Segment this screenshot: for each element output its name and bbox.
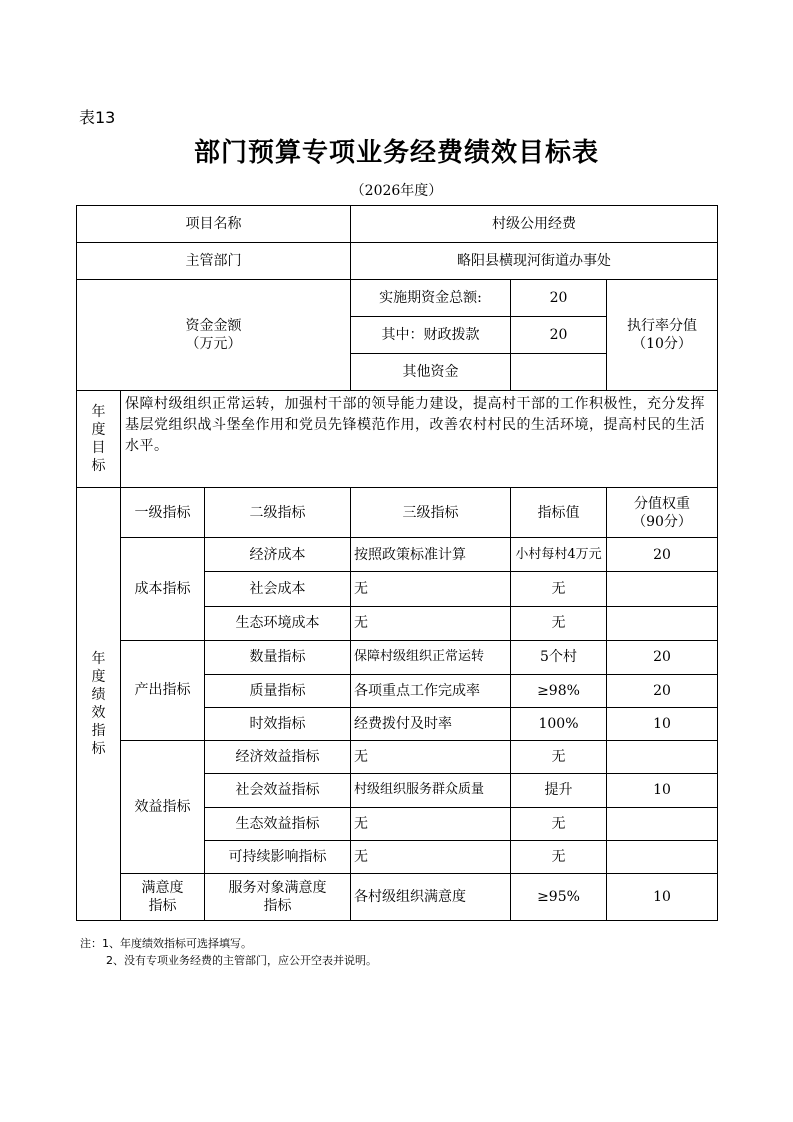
indicator-label-char: 标 bbox=[91, 741, 106, 758]
level3-cell: 无 bbox=[351, 572, 511, 606]
project-name-value: 村级公用经费 bbox=[351, 206, 718, 243]
funds-total-row bbox=[77, 280, 718, 317]
execution-rate-line2: （10分） bbox=[632, 336, 692, 353]
weight-cell bbox=[607, 606, 718, 640]
funds-label bbox=[77, 280, 351, 391]
funds-total-value: 20 bbox=[511, 280, 607, 317]
level2-cell: 生态效益指标 bbox=[205, 807, 351, 840]
level2-cell: 生态环境成本 bbox=[205, 606, 351, 640]
level2-cell: 质量指标 bbox=[205, 674, 351, 707]
table-row bbox=[77, 740, 718, 773]
annual-goal-label bbox=[77, 391, 121, 488]
table-row bbox=[77, 873, 718, 920]
table-row bbox=[77, 640, 718, 674]
weight-cell: 10 bbox=[607, 707, 718, 740]
annual-goal-text: 保障村级组织正常运转，加强村干部的领导能力建设，提高村干部的工作积极性，充分发挥基层党组织战斗堡垒作用和党员先锋模范作用，改善农村村民的生活环境，提高村民的生活水平。 bbox=[121, 391, 718, 488]
cost-indicators-label: 成本指标 bbox=[121, 538, 205, 640]
output-indicators-label: 产出指标 bbox=[121, 640, 205, 740]
fiscal-allocation-label: 其中：财政拨款 bbox=[351, 317, 511, 354]
department-label: 主管部门 bbox=[77, 243, 351, 280]
level2-cell: 社会效益指标 bbox=[205, 773, 351, 807]
level2-cell: 经济效益指标 bbox=[205, 740, 351, 773]
value-cell: ≥95% bbox=[511, 873, 607, 920]
weight-cell: 20 bbox=[607, 538, 718, 572]
indicator-label-char: 指 bbox=[91, 723, 106, 740]
budget-year: （2026年度） bbox=[350, 183, 443, 199]
indicator-label-char: 绩 bbox=[91, 687, 106, 704]
annual-goal-row bbox=[77, 391, 718, 488]
level3-cell: 按照政策标准计算 bbox=[351, 538, 511, 572]
satisfaction-label-line2: 指标 bbox=[148, 897, 177, 914]
annual-performance-indicators-label bbox=[77, 488, 121, 921]
level3-cell: 经费拨付及时率 bbox=[351, 707, 511, 740]
funds-label-line2: （万元） bbox=[185, 336, 242, 353]
weight-cell bbox=[607, 840, 718, 873]
level2-cell: 经济成本 bbox=[205, 538, 351, 572]
header-level1: 一级指标 bbox=[121, 488, 205, 538]
header-level2: 二级指标 bbox=[205, 488, 351, 538]
value-cell: 100% bbox=[511, 707, 607, 740]
level3-cell: 无 bbox=[351, 840, 511, 873]
level3-cell: 无 bbox=[351, 740, 511, 773]
value-cell: 提升 bbox=[511, 773, 607, 807]
weight-cell: 10 bbox=[607, 773, 718, 807]
level3-cell bbox=[351, 773, 511, 807]
indicator-label-char: 度 bbox=[91, 669, 106, 686]
project-name-row bbox=[77, 206, 718, 243]
execution-rate-line1: 执行率分值 bbox=[627, 318, 697, 335]
indicator-label-char: 年 bbox=[91, 651, 106, 668]
satisfaction-label-line1: 满意度 bbox=[141, 879, 184, 896]
goal-label-char: 年 bbox=[91, 404, 106, 421]
header-weight-line1: 分值权重 bbox=[634, 495, 690, 512]
level2-cell: 社会成本 bbox=[205, 572, 351, 606]
weight-cell: 20 bbox=[607, 674, 718, 707]
indicator-header-row bbox=[77, 488, 718, 538]
level2-line2: 指标 bbox=[263, 897, 292, 914]
header-weight bbox=[607, 488, 718, 538]
value-cell: 无 bbox=[511, 807, 607, 840]
level3-cell bbox=[351, 640, 511, 674]
value-cell: ≥98% bbox=[511, 674, 607, 707]
indicator-label-char: 效 bbox=[91, 705, 106, 722]
table-row bbox=[77, 538, 718, 572]
goal-label-char: 目 bbox=[91, 440, 106, 457]
fiscal-allocation-value: 20 bbox=[511, 317, 607, 354]
level2-line1: 服务对象满意度 bbox=[228, 879, 327, 896]
level2-cell bbox=[205, 873, 351, 920]
other-funds-label: 其他资金 bbox=[351, 354, 511, 391]
other-funds-value bbox=[511, 354, 607, 391]
performance-target-table bbox=[76, 205, 718, 921]
value-cell: 无 bbox=[511, 740, 607, 773]
level3-cell-text: 保障村级组织正常运转 bbox=[354, 649, 485, 665]
level2-cell: 数量指标 bbox=[205, 640, 351, 674]
weight-cell bbox=[607, 740, 718, 773]
level3-cell: 各项重点工作完成率 bbox=[351, 674, 511, 707]
value-cell-text: 小村每村4万元 bbox=[515, 546, 602, 562]
weight-cell: 20 bbox=[607, 640, 718, 674]
weight-cell bbox=[607, 807, 718, 840]
table-number: 表13 bbox=[79, 108, 116, 127]
project-name-label: 项目名称 bbox=[77, 206, 351, 243]
goal-label-char: 度 bbox=[91, 422, 106, 439]
level3-cell: 无 bbox=[351, 807, 511, 840]
header-level3: 三级指标 bbox=[351, 488, 511, 538]
department-value: 略阳县横现河街道办事处 bbox=[351, 243, 718, 280]
level2-cell: 可持续影响指标 bbox=[205, 840, 351, 873]
footnote-2: 2、没有专项业务经费的主管部门，应公开空表并说明。 bbox=[106, 954, 377, 967]
level3-cell: 无 bbox=[351, 606, 511, 640]
funds-total-label: 实施期资金总额: bbox=[351, 280, 511, 317]
level3-cell-text: 村级组织服务群众质量 bbox=[354, 782, 485, 798]
department-row bbox=[77, 243, 718, 280]
funds-label-line1: 资金金额 bbox=[185, 318, 242, 335]
weight-cell: 10 bbox=[607, 873, 718, 920]
footnote-1: 注：1、年度绩效指标可选择填写。 bbox=[80, 937, 252, 950]
header-value: 指标值 bbox=[511, 488, 607, 538]
footnotes bbox=[80, 935, 377, 969]
value-cell: 无 bbox=[511, 606, 607, 640]
value-cell: 无 bbox=[511, 840, 607, 873]
header-weight-line2: （90分） bbox=[632, 513, 692, 530]
goal-label-char: 标 bbox=[91, 458, 106, 475]
execution-rate-score bbox=[607, 280, 718, 391]
weight-cell bbox=[607, 572, 718, 606]
value-cell bbox=[511, 538, 607, 572]
level3-cell: 各村级组织满意度 bbox=[351, 873, 511, 920]
value-cell: 无 bbox=[511, 572, 607, 606]
value-cell: 5个村 bbox=[511, 640, 607, 674]
level2-cell: 时效指标 bbox=[205, 707, 351, 740]
satisfaction-indicators-label bbox=[121, 873, 205, 920]
page-title: 部门预算专项业务经费绩效目标表 bbox=[193, 138, 599, 168]
benefit-indicators-label: 效益指标 bbox=[121, 740, 205, 873]
